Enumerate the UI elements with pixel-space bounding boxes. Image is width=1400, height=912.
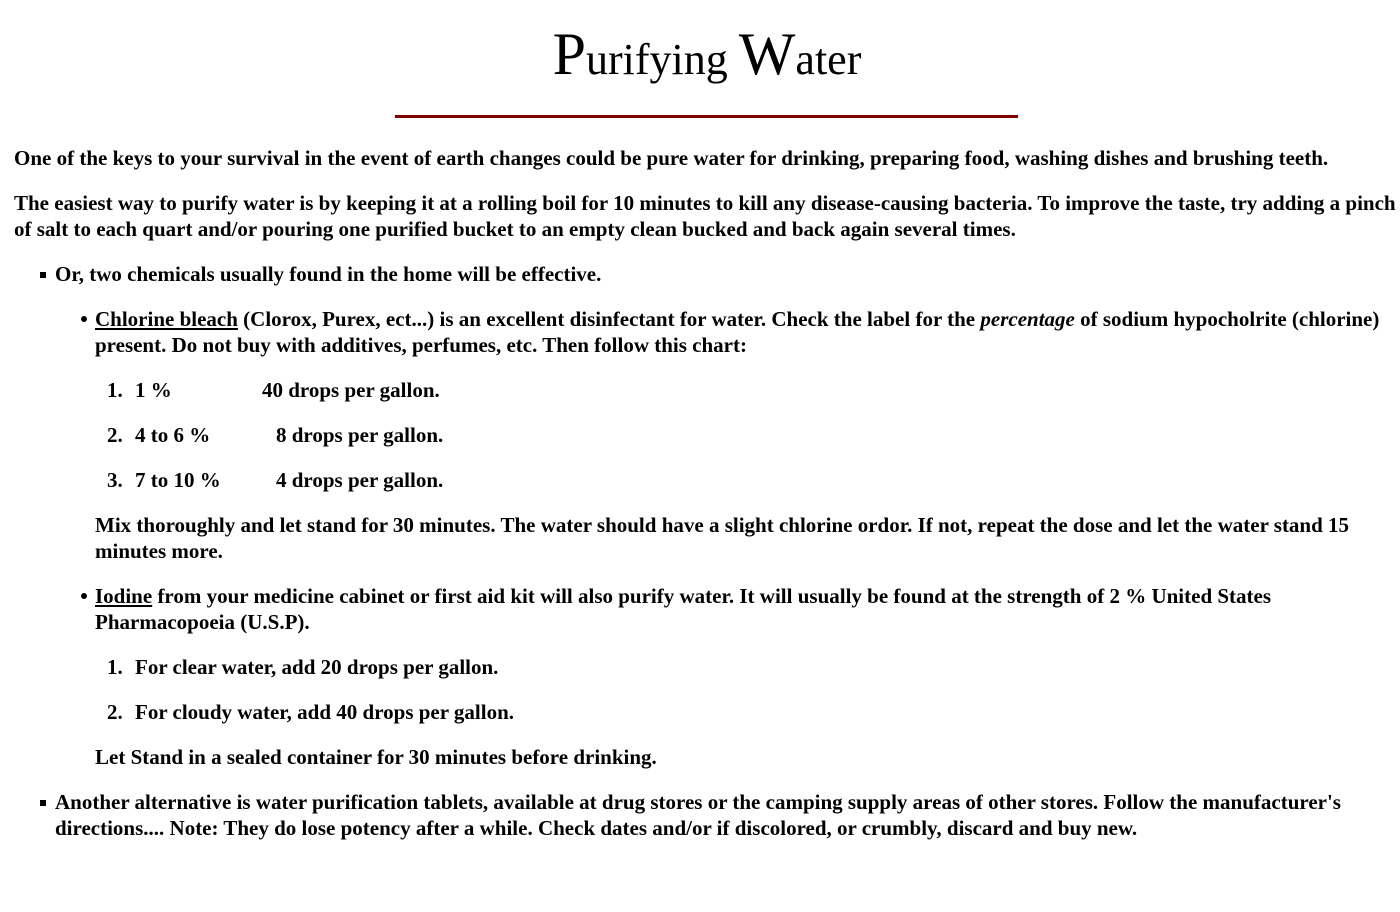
bleach-chart [95, 377, 1400, 493]
title-initial-w: W [738, 21, 796, 87]
title-rest-1: urifying [586, 35, 739, 84]
round-bullet-icon [81, 316, 87, 322]
method-list [14, 261, 1400, 841]
list-item-chemicals [55, 261, 1400, 770]
intro-paragraph-1: One of the keys to your survival in the event of earth changes could be pure water for drinking, preparing food, washing dishes and brushing teeth. [14, 146, 1329, 170]
row-number: 2. [107, 423, 123, 447]
bleach-text-b: of sodium hypocholrite (chlorine) present. Do not buy with additives, perfumes, etc. Then follow this chart: [95, 307, 1380, 357]
iodine-step [95, 654, 1400, 680]
bleach-chart-row [95, 422, 1400, 448]
intro-paragraph-2: The easiest way to purify water is by keeping it at a rolling boil for 10 minutes to kill any disease-causing bacteria. To improve the taste, try adding a pinch of salt to each quart and/or pouring one purified bucket to an empty clean bucked and back again several times. [14, 191, 1396, 241]
bleach-after-note: Mix thoroughly and let stand for 30 minutes. The water should have a slight chlorine ordor. If not, repeat the dose and let the water stand 15 minutes more. [95, 513, 1350, 563]
list-item-bleach [95, 306, 1400, 564]
iodine-term: Iodine [95, 584, 153, 608]
iodine-after-note: Let Stand in a sealed container for 30 minutes before drinking. [95, 745, 657, 769]
row-percentage: 1 % [135, 378, 172, 402]
round-bullet-icon [81, 593, 87, 599]
list-item-tablets [55, 789, 1400, 841]
bleach-description [95, 306, 1400, 358]
row-percentage: 7 to 10 % [135, 468, 221, 492]
row-number: 1. [107, 378, 123, 402]
iodine-steps [95, 654, 1400, 725]
page-title [0, 18, 1400, 90]
row-drops: 4 drops per gallon. [276, 468, 444, 492]
step-text: For cloudy water, add 40 drops per gallon. [135, 700, 515, 724]
row-percentage: 4 to 6 % [135, 423, 211, 447]
title-rest-2: ater [795, 35, 862, 84]
row-drops: 40 drops per gallon. [262, 378, 440, 402]
article-body [14, 145, 1400, 860]
iodine-text: from your medicine cabinet or first aid kit will also purify water. It will usually be found at the strength of 2 % United States Pharmacopoeia (U.S.P). [95, 584, 1272, 634]
bleach-emphasis: percentage [980, 307, 1075, 331]
step-text: For clear water, add 20 drops per gallon. [135, 655, 499, 679]
iodine-description [95, 583, 1400, 635]
list-item-iodine [95, 583, 1400, 770]
chemical-list [55, 306, 1400, 770]
square-bullet-icon [40, 800, 46, 806]
square-bullet-icon [40, 272, 46, 278]
bleach-chart-row [95, 467, 1400, 493]
step-number: 1. [107, 655, 123, 679]
bleach-text-a: (Clorox, Purex, ect...) is an excellent disinfectant for water. Check the label for the [237, 307, 981, 331]
row-drops: 8 drops per gallon. [276, 423, 444, 447]
chemicals-lead: Or, two chemicals usually found in the home will be effective. [55, 262, 602, 286]
step-number: 2. [107, 700, 123, 724]
bleach-chart-row [95, 377, 1400, 403]
row-number: 3. [107, 468, 123, 492]
title-initial-p: P [552, 21, 587, 87]
tablets-text: Another alternative is water purification tablets, available at drug stores or the camping supply areas of other stores. Follow the manufacturer's directions.... Note: They do lose potency after a while. Check dates and/or if discolored, or crumbly, discard and buy new. [55, 790, 1341, 840]
bleach-term: Chlorine bleach [95, 307, 238, 331]
title-divider [395, 115, 1018, 118]
iodine-step [95, 699, 1400, 725]
